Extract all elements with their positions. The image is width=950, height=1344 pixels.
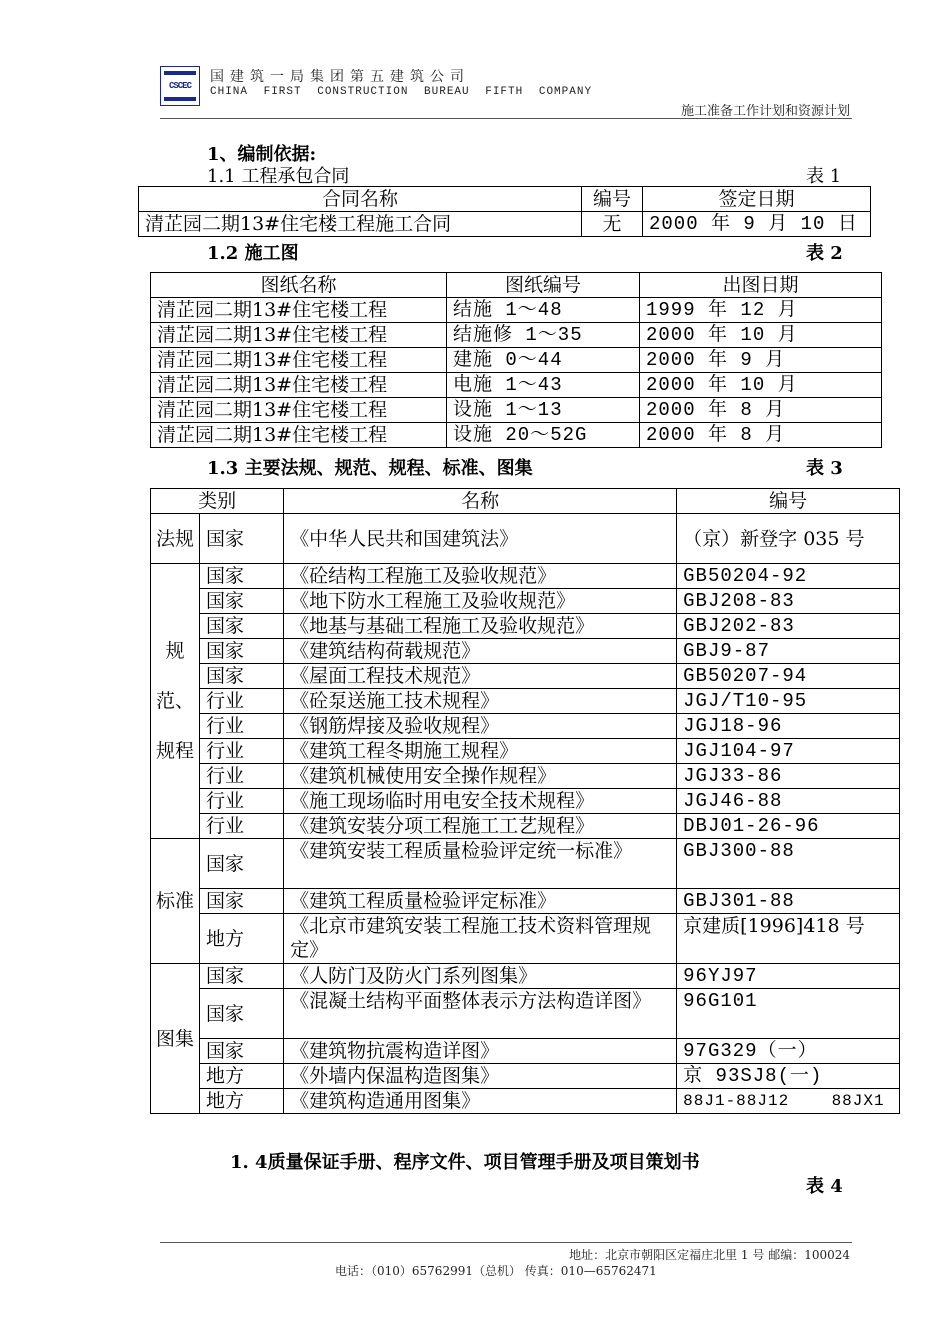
table-header-cell: 编号 xyxy=(582,187,643,212)
logo-bar-bottom xyxy=(164,97,196,101)
category-standards: 标准 xyxy=(151,839,200,964)
table-header-cell: 类别 xyxy=(151,489,284,514)
table-cell: 国家 xyxy=(200,514,284,564)
table-cell: JGJ46-88 xyxy=(677,789,900,814)
table-cell: 国家 xyxy=(200,614,284,639)
table-cell: 《地基与基础工程施工及验收规范》 xyxy=(284,614,677,639)
logo-text: CSCEC xyxy=(168,81,191,91)
table-cell: JGJ18-96 xyxy=(677,714,900,739)
table-cell: 国家 xyxy=(200,664,284,689)
table-cell: 《建筑安装工程质量检验评定统一标准》 xyxy=(284,839,677,889)
table-cell: 《屋面工程技术规范》 xyxy=(284,664,677,689)
category-law: 法规 xyxy=(151,514,200,564)
subsection-1-2-title: 1.2 施工图 xyxy=(207,243,299,264)
table-cell: 96YJ97 xyxy=(677,964,900,989)
table-cell: 2000 年 8 月 xyxy=(640,398,882,423)
table-cell: 2000 年 9 月 10 日 xyxy=(643,212,871,237)
table-cell: 地方 xyxy=(200,1064,284,1089)
subsection-1-3-title: 1.3 主要法规、规范、规程、标准、图集 xyxy=(207,458,533,479)
footer-divider xyxy=(160,1242,852,1243)
category-atlases: 图集 xyxy=(151,964,200,1114)
table-cell: 《中华人民共和国建筑法》 xyxy=(284,514,677,564)
table-cell: 地方 xyxy=(200,1089,284,1114)
company-logo xyxy=(160,66,200,106)
table-cell: JGJ/T10-95 xyxy=(677,689,900,714)
regulations-table xyxy=(150,488,900,1114)
table-1-label: 表 1 xyxy=(806,166,842,187)
table-cell: 国家 xyxy=(200,964,284,989)
table-cell: 《外墙内保温构造图集》 xyxy=(284,1064,677,1089)
table-cell: 清芷园二期13#住宅楼工程 xyxy=(151,348,447,373)
table-cell: 《人防门及防火门系列图集》 xyxy=(284,964,677,989)
table-cell: 《建筑工程质量检验评定标准》 xyxy=(284,889,677,914)
table-cell: 《砼结构工程施工及验收规范》 xyxy=(284,564,677,589)
table-cell: 清芷园二期13#住宅楼工程 xyxy=(151,373,447,398)
table-cell: 清芷园二期13#住宅楼工程 xyxy=(151,323,447,348)
table-header-cell: 出图日期 xyxy=(640,273,882,298)
table-header-cell: 名称 xyxy=(284,489,677,514)
table-cell: （京）新登字 035 号 xyxy=(677,514,900,564)
table-cell: 国家 xyxy=(200,839,284,889)
table-cell: 国家 xyxy=(200,989,284,1039)
table-cell: 《混凝土结构平面整体表示方法构造详图》 xyxy=(284,989,677,1039)
table-cell: GBJ9-87 xyxy=(677,639,900,664)
table-cell: 国家 xyxy=(200,589,284,614)
table-cell: 建施 0～44 xyxy=(447,348,640,373)
table-cell: 2000 年 8 月 xyxy=(640,423,882,448)
table-cell: 《建筑物抗震构造详图》 xyxy=(284,1039,677,1064)
table-cell: 《建筑工程冬期施工规程》 xyxy=(284,739,677,764)
table-cell: 清芷园二期13#住宅楼工程 xyxy=(151,398,447,423)
table-cell: 国家 xyxy=(200,564,284,589)
table-4-label: 表 4 xyxy=(806,1176,843,1197)
table-cell: 《地下防水工程施工及验收规范》 xyxy=(284,589,677,614)
contract-table xyxy=(138,186,871,237)
table-cell: 88J1-88J12 88JX1 xyxy=(677,1089,900,1114)
table-cell: 《砼泵送施工技术规程》 xyxy=(284,689,677,714)
table-cell: 2000 年 10 月 xyxy=(640,373,882,398)
subsection-1-4-title: 1. 4质量保证手册、程序文件、项目管理手册及项目策划书 xyxy=(230,1152,700,1173)
table-cell: GBJ301-88 xyxy=(677,889,900,914)
table-cell: 京 93SJ8(一) xyxy=(677,1064,900,1089)
table-cell: 行业 xyxy=(200,764,284,789)
table-cell: 电施 1～43 xyxy=(447,373,640,398)
table-3-label: 表 3 xyxy=(806,458,843,479)
table-header-cell: 合同名称 xyxy=(139,187,582,212)
table-cell: GB50207-94 xyxy=(677,664,900,689)
table-cell: GBJ202-83 xyxy=(677,614,900,639)
subsection-1-1-title: 1.1 工程承包合同 xyxy=(207,166,350,187)
category-codes: 规范、规程 xyxy=(151,564,200,839)
table-cell: 行业 xyxy=(200,789,284,814)
header-divider xyxy=(160,118,852,119)
table-cell: 《施工现场临时用电安全技术规程》 xyxy=(284,789,677,814)
table-cell: 设施 1～13 xyxy=(447,398,640,423)
table-cell: 无 xyxy=(582,212,643,237)
table-cell: 《钢筋焊接及验收规程》 xyxy=(284,714,677,739)
table-cell: 结施修 1～35 xyxy=(447,323,640,348)
table-cell: 《建筑安装分项工程施工工艺规程》 xyxy=(284,814,677,839)
table-cell: 96G101 xyxy=(677,989,900,1039)
section-heading: 1、编制依据: xyxy=(207,144,317,165)
table-cell: GB50204-92 xyxy=(677,564,900,589)
logo-bar-top xyxy=(164,71,196,75)
table-cell: 京建质[1996]418 号 xyxy=(677,914,900,964)
table-cell: 行业 xyxy=(200,739,284,764)
footer-contact: 电话：（010）65762991（总机） 传真：010—65762471 xyxy=(335,1264,657,1278)
table-header-cell: 图纸编号 xyxy=(447,273,640,298)
table-cell: 设施 20～52G xyxy=(447,423,640,448)
table-cell: 2000 年 9 月 xyxy=(640,348,882,373)
company-name-cn: 国建筑一局集团第五建筑公司 xyxy=(210,69,470,85)
table-2-label: 表 2 xyxy=(806,243,843,264)
table-cell: 2000 年 10 月 xyxy=(640,323,882,348)
table-cell: JGJ33-86 xyxy=(677,764,900,789)
table-header-cell: 图纸名称 xyxy=(151,273,447,298)
table-cell: 《北京市建筑安装工程施工技术资料管理规定》 xyxy=(284,914,677,964)
document-title: 施工准备工作计划和资源计划 xyxy=(680,104,850,119)
table-cell: JGJ104-97 xyxy=(677,739,900,764)
table-cell: 97G329（一） xyxy=(677,1039,900,1064)
company-name-en: CHINA FIRST CONSTRUCTION BUREAU FIFTH COMPANY xyxy=(210,86,593,98)
table-cell: 《建筑构造通用图集》 xyxy=(284,1089,677,1114)
table-cell: GBJ300-88 xyxy=(677,839,900,889)
table-cell: 国家 xyxy=(200,889,284,914)
drawings-table xyxy=(150,272,882,448)
table-cell: 行业 xyxy=(200,814,284,839)
table-cell: 国家 xyxy=(200,639,284,664)
table-cell: 清芷园二期13#住宅楼工程 xyxy=(151,423,447,448)
table-cell: 清芷园二期13#住宅楼工程 xyxy=(151,298,447,323)
table-cell: 行业 xyxy=(200,689,284,714)
footer-address: 地址：北京市朝阳区定福庄北里 1 号 邮编：100024 xyxy=(569,1248,850,1262)
table-header-cell: 编号 xyxy=(677,489,900,514)
table-cell: DBJ01-26-96 xyxy=(677,814,900,839)
table-cell: 行业 xyxy=(200,714,284,739)
table-cell: 《建筑机械使用安全操作规程》 xyxy=(284,764,677,789)
table-cell: 地方 xyxy=(200,914,284,964)
table-cell: 清芷园二期13#住宅楼工程施工合同 xyxy=(139,212,582,237)
table-cell: 结施 1～48 xyxy=(447,298,640,323)
table-cell: 1999 年 12 月 xyxy=(640,298,882,323)
table-cell: 《建筑结构荷载规范》 xyxy=(284,639,677,664)
table-header-cell: 签定日期 xyxy=(643,187,871,212)
table-cell: 国家 xyxy=(200,1039,284,1064)
table-cell: GBJ208-83 xyxy=(677,589,900,614)
